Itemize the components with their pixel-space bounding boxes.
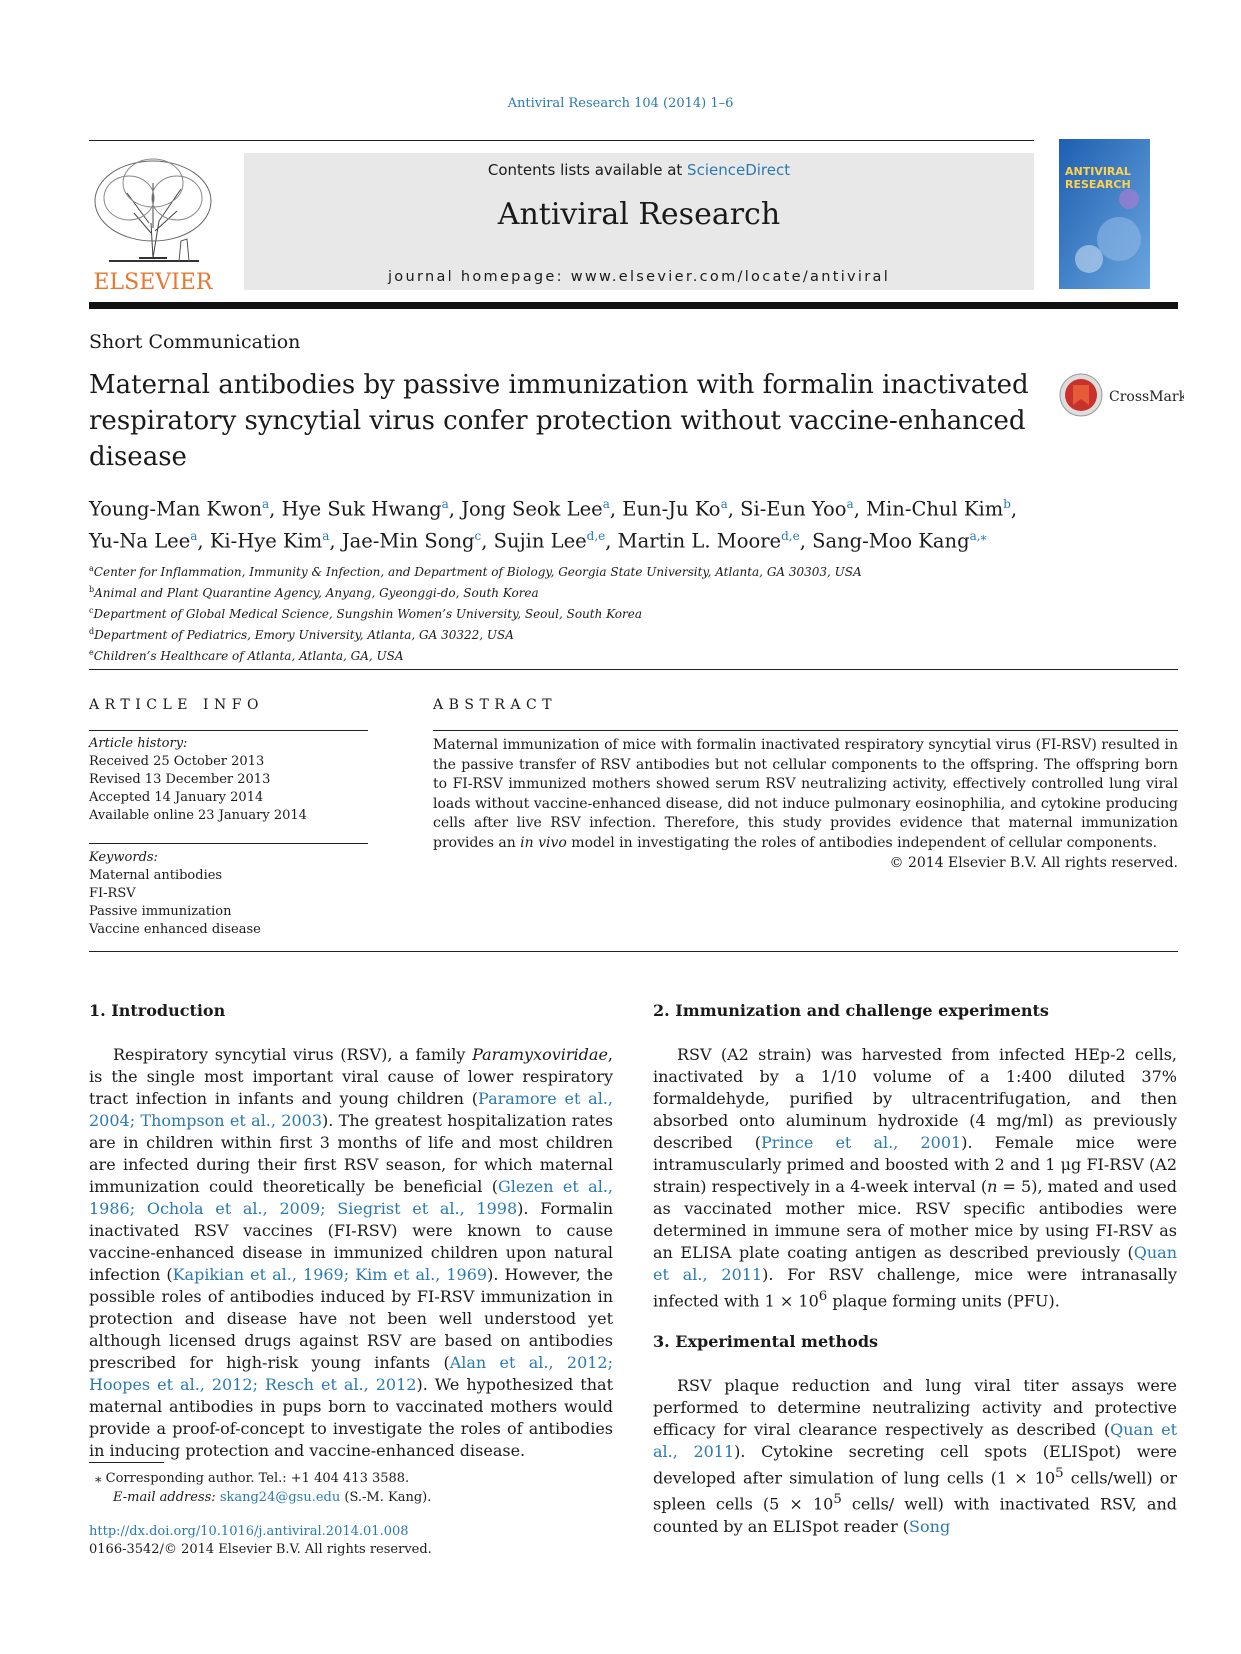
- abstract-text: [433, 736, 1178, 854]
- history-item: Available online 23 January 2014: [89, 808, 307, 823]
- citation-link[interactable]: Prince et al., 2001: [761, 1133, 962, 1152]
- keywords: [89, 849, 368, 939]
- affiliation-mark: e: [89, 648, 94, 657]
- text: ). Cytokine secreting cell spots (ELISpot) were developed after simulation of lung cells (1 × 10: [653, 1442, 1178, 1488]
- author: Young-Man Kwon: [89, 497, 263, 521]
- crossmark-label: CrossMark: [1109, 389, 1184, 405]
- immunization-paragraph: [653, 1044, 1177, 1312]
- text: ). However, the possible roles of antibodies induced by FI-RSV immunization in protection and disease have not been well understood yet although licensed drugs against RSV are based on antibodies prescribed for high-risk young infants (: [89, 1265, 613, 1372]
- text: RSV plaque reduction and lung viral titer assays were performed to determine neutralizing activity and protective efficacy for viral clearance respectively as described (: [653, 1376, 1177, 1439]
- journal-cover: [1059, 139, 1150, 289]
- affiliation: [89, 581, 1089, 602]
- text: , is the single most important viral cause of lower respiratory tract infection in infants and young children (: [89, 1045, 613, 1108]
- text: ). For RSV challenge, mice were intranasally infected with 1 × 10: [653, 1265, 1177, 1311]
- author: Jong Seok Lee: [461, 497, 603, 521]
- author: Eun-Ju Ko: [622, 497, 721, 521]
- divider: [89, 843, 368, 844]
- author: Si-Eun Yoo: [740, 497, 847, 521]
- keyword: Maternal antibodies: [89, 868, 223, 883]
- elsevier-logo: [89, 153, 217, 293]
- homepage-link[interactable]: www.elsevier.com/locate/antiviral: [570, 269, 891, 285]
- abstract-copyright: © 2014 Elsevier B.V. All rights reserved.: [889, 855, 1178, 871]
- history-item: Received 25 October 2013: [89, 754, 265, 769]
- author-affiliation-mark[interactable]: b: [1003, 497, 1011, 511]
- keyword: Vaccine enhanced disease: [89, 922, 261, 937]
- superscript: 5: [833, 1492, 842, 1508]
- author-affiliation-mark[interactable]: a,⁎: [969, 528, 987, 543]
- author-affiliation-mark[interactable]: a: [190, 528, 198, 543]
- section-heading-introduction: 1. Introduction: [89, 1001, 226, 1020]
- history-item: Revised 13 December 2013: [89, 772, 271, 787]
- author-affiliation-mark[interactable]: d,e: [781, 528, 800, 543]
- divider: [89, 951, 1178, 952]
- affiliation-text: Department of Pediatrics, Emory University, Atlanta, GA 30322, USA: [94, 628, 514, 642]
- author-affiliation-mark[interactable]: a: [846, 497, 854, 511]
- history-label: Article history:: [89, 736, 188, 751]
- doi-link[interactable]: http://dx.doi.org/10.1016/j.antiviral.2014.01.008: [89, 1524, 409, 1539]
- citation-link[interactable]: Glezen et al., 1986; Ochola et al., 2009; Siegrist et al., 1998: [89, 1177, 613, 1218]
- citation-link[interactable]: Paramore et al., 2004; Thompson et al., 2003: [89, 1089, 614, 1130]
- superscript: 5: [1055, 1466, 1064, 1481]
- text: ). Formalin inactivated RSV vaccines (FI-RSV) were known to cause vaccine-enhanced disease in immunized children upon natural infection (: [89, 1199, 613, 1284]
- crossmark-badge[interactable]: [1059, 373, 1184, 419]
- keywords-label: Keywords:: [89, 850, 158, 865]
- header-thick-rule: [89, 302, 1178, 309]
- author: Min-Chul Kim: [866, 497, 1004, 521]
- history-item: Accepted 14 January 2014: [89, 790, 264, 805]
- methods-paragraph: [653, 1375, 1177, 1538]
- affiliation: [89, 560, 1089, 581]
- email-link[interactable]: skang24@gsu.edu: [219, 1490, 341, 1505]
- affiliation: [89, 623, 1089, 644]
- citation-link[interactable]: Kapikian et al., 1969; Kim et al., 1969: [172, 1265, 488, 1284]
- text: Respiratory syncytial virus (RSV), a family: [113, 1045, 473, 1064]
- affiliation-text: Animal and Plant Quarantine Agency, Anyang, Gyeonggi-do, South Korea: [94, 586, 539, 600]
- abstract-part: model in investigating the roles of antibodies independent of cellular components.: [566, 834, 1158, 851]
- doi-block: [89, 1523, 589, 1559]
- affiliation-mark: b: [89, 585, 95, 594]
- affiliation-text: Children’s Healthcare of Atlanta, Atlanta, GA, USA: [93, 649, 404, 663]
- section-heading-immunization: 2. Immunization and challenge experiments: [653, 1001, 1049, 1020]
- journal-banner: [244, 153, 1034, 290]
- citation-link[interactable]: Quan et al., 2011: [653, 1243, 1177, 1284]
- author-list: Young-Man Kwon$^a$, Hye Suk Hwang$^a$, Jong Seok Lee$^a$, Eun-Ju Ko$^a$, Si-Eun Yoo$^a$, Min-Chul Kim$^b$, Yu-Na Lee$^a$, Ki-Hye Kim$^a$, Jae-Min Song$^c$, Sujin Lee$^{d,e}$, Martin L. Moore$^{d,e}$, Sang-Moo Kang$^{a,⁎}$: [89, 497, 1018, 552]
- divider: [89, 730, 368, 731]
- introduction-paragraph: [89, 1044, 613, 1462]
- issn: 0166-3542/© 2014 Elsevier B.V. All rights reserved.: [89, 1542, 432, 1557]
- affiliation-mark: a: [89, 564, 94, 573]
- keyword: Passive immunization: [89, 904, 232, 919]
- author-affiliation-mark[interactable]: a: [322, 528, 330, 543]
- abstract-heading: ABSTRACT: [433, 697, 558, 713]
- elsevier-wordmark: ELSEVIER: [93, 270, 213, 293]
- author-affiliation-mark[interactable]: c: [474, 528, 482, 543]
- affiliation: [89, 644, 1089, 665]
- sciencedirect-link[interactable]: ScienceDirect: [687, 161, 791, 179]
- elsevier-tree-icon: [89, 153, 217, 293]
- affiliation-mark: c: [89, 606, 94, 615]
- abstract-part: Maternal immunization of mice with formalin inactivated respiratory syncytial virus (FI-RSV) resulted in the passive transfer of RSV antibodies but not cellular components to the offspring. The offspring born to FI-RSV immunized mothers showed serum RSV neutralizing activity, effectively controlled lung viral loads without vaccine-enhanced disease, did not induce pulmonary eosinophilia, and cytokine producing cells after live RSV infection. Therefore, this study provides evidence that maternal immunization provides an: [433, 737, 1178, 851]
- text: RSV (A2 strain) was harvested from infected HEp-2 cells, inactivated by a 1/10 volume of a 1:400 diluted 37% formaldehyde, purified by ultracentrifugation, and then absorbed onto aluminum hydroxide (4 mg/ml) as previously described (: [653, 1045, 1177, 1152]
- author-affiliation-mark[interactable]: a: [720, 497, 728, 511]
- author: Sang-Moo Kang: [812, 529, 970, 552]
- affiliation-text: Department of Global Medical Science, Sungshin Women’s University, Seoul, South Korea: [93, 607, 642, 621]
- footnote-rule: [89, 1462, 164, 1463]
- text: ). We hypothesized that maternal antibodies in pups born to vaccinated mothers would provide a proof-of-concept to investigate the roles of antibodies in inducing protection and vaccine-enhanced disease.: [89, 1375, 613, 1460]
- article-info-heading: ARTICLE INFO: [89, 697, 264, 713]
- affiliations: [89, 560, 1089, 665]
- affiliation: [89, 602, 1089, 623]
- email-suffix: (S.-M. Kang).: [340, 1490, 432, 1505]
- corresponding-author: ⁎ Corresponding author. Tel.: +1 404 413 3588.: [95, 1471, 410, 1486]
- header-rule: [89, 140, 1034, 141]
- article-history: [89, 735, 368, 825]
- text: ). The greatest hospitalization rates are in children within first 3 months of life and most children are infected during their first RSV season, for which maternal immunization could theoretically be beneficial (: [89, 1111, 613, 1196]
- contents-line: [244, 161, 1034, 179]
- text: cells/ well) with inactivated RSV, and counted by an ELISpot reader (: [653, 1494, 1178, 1536]
- author-affiliation-mark[interactable]: d,e: [586, 528, 606, 543]
- italic-text: Paramyxoviridae: [472, 1045, 608, 1064]
- article-type: Short Communication: [89, 331, 301, 353]
- paper-title: Maternal antibodies by passive immunization with formalin inactivated respiratory syncytial virus confer protection without vaccine-enhanced disease: [89, 370, 1029, 472]
- affiliation-mark: d: [89, 627, 95, 636]
- footnote: [89, 1469, 589, 1507]
- abstract-italic: in vivo: [520, 834, 567, 851]
- citation-link[interactable]: Song: [909, 1516, 951, 1536]
- author-affiliation-mark[interactable]: a: [441, 497, 449, 511]
- author: Ki-Hye Kim: [209, 529, 323, 552]
- journal-title: Antiviral Research: [497, 197, 781, 232]
- section-heading-methods: 3. Experimental methods: [653, 1332, 879, 1351]
- keyword: FI-RSV: [89, 886, 136, 901]
- author-affiliation-mark[interactable]: a: [262, 497, 270, 511]
- author: Jae-Min Song: [341, 529, 475, 552]
- author-affiliation-mark[interactable]: a: [602, 497, 610, 511]
- author: Sujin Lee: [493, 529, 587, 552]
- journal-reference[interactable]: Antiviral Research 104 (2014) 1–6: [507, 96, 734, 111]
- contents-prefix: Contents lists available at: [487, 161, 688, 179]
- text: cells/well) or spleen cells (5 × 10: [653, 1468, 1177, 1514]
- author: Hye Suk Hwang: [281, 497, 442, 521]
- affiliation-text: Center for Inflammation, Immunity & Infection, and Department of Biology, Georgia State University, Atlanta, GA 30303, USA: [93, 565, 862, 579]
- italic-text: n: [987, 1177, 998, 1196]
- divider: [433, 730, 1178, 731]
- journal-homepage: [244, 269, 1034, 285]
- text: = 5), mated and used as vaccinated mother mice. RSV specific antibodies were determined in immune sera of mother mice by using FI-RSV as an ELISA plate coating antigen as described previously (: [653, 1177, 1177, 1262]
- homepage-label: journal homepage:: [387, 269, 571, 285]
- citation-link[interactable]: Quan et al., 2011: [653, 1420, 1178, 1461]
- divider: [89, 669, 1178, 670]
- cover-title: ANTIVIRAL RESEARCH: [1065, 165, 1131, 191]
- text: ). Female mice were intramuscularly primed and boosted with 2 and 1 μg FI-RSV (A2 strain) respectively in a 4-week interval (: [653, 1133, 1178, 1196]
- email-label: E-mail address:: [113, 1490, 220, 1505]
- citation-link[interactable]: Alan et al., 2012; Hoopes et al., 2012; Resch et al., 2012: [89, 1353, 613, 1394]
- superscript: 6: [818, 1289, 828, 1304]
- author: Martin L. Moore: [617, 529, 782, 552]
- author: Yu-Na Lee: [89, 529, 191, 552]
- text: plaque forming units (PFU).: [827, 1291, 1060, 1311]
